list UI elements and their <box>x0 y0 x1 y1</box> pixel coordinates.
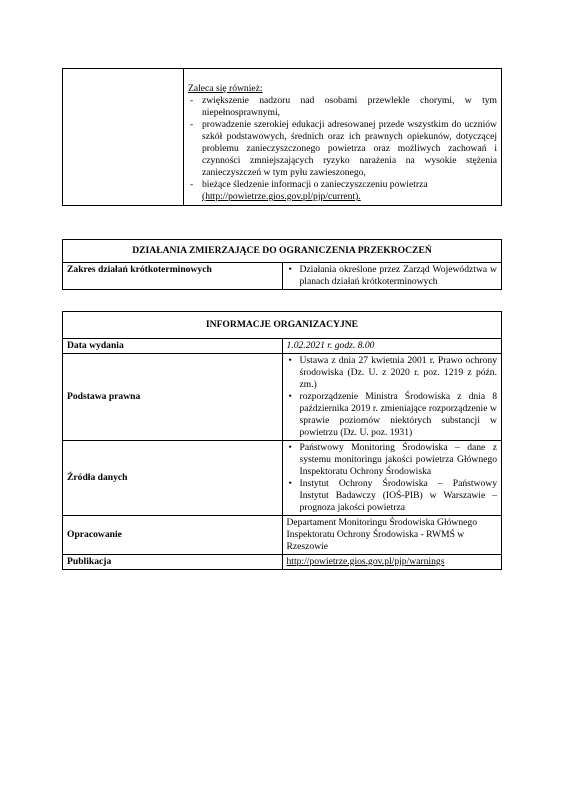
actions-value: • Działania określone przez Zarząd Województwa w planach działań krótkoterminowych <box>287 264 498 288</box>
prepared-label: Opracowanie <box>63 515 283 554</box>
actions-label: Zakres działań krótkoterminowych <box>63 262 283 289</box>
recommendations-heading: Zaleca się również: <box>188 83 263 94</box>
recommendation-item: - prowadzenie szerokiej edukacji adresowanej przede wszystkim do uczniów szkół podstawowych, średnich oraz ich prawnych opiekunów, dotyczącej problemu zanieczyszczonego powietrza oraz możliwych zachowań i czynności zmniejszających ryzyko narażenia na wysokie stężenia zanieczyszczeń w tym pyłu zawieszonego, <box>188 119 497 179</box>
actions-table <box>62 239 502 290</box>
publication-link[interactable]: http://powietrze.gios.gov.pl/pjp/warnings <box>282 554 502 569</box>
actions-value-cell <box>282 262 502 289</box>
recommendations-table <box>62 68 502 206</box>
info-header: INFORMACJE ORGANIZACYJNE <box>63 312 502 339</box>
recommendation-item: - zwiększenie nadzoru nad osobami przewlekle chorymi, w tym niepełnosprawnymi, <box>188 95 497 119</box>
recommendation-item: - bieżące śledzenie informacji o zanieczyszczeniu powietrza (http://powietrze.gios.gov.pl/pjp/current). <box>188 179 497 203</box>
source-item: • Instytut Ochrony Środowiska – Państwowy Instytut Badawczy (IOŚ-PIB) w Warszawie – prognoza jakości powietrza <box>287 478 498 514</box>
legal-item: • Ustawa z dnia 27 kwietnia 2001 r. Prawo ochrony środowiska (Dz. U. z 2020 r. poz. 1219 z późn. zm.) <box>287 355 498 391</box>
date-label: Data wydania <box>63 338 283 353</box>
publication-label: Publikacja <box>63 554 283 569</box>
source-item: • Państwowy Monitoring Środowiska – dane z systemu monitoringu jakości powietrza Głównego Inspektoratu Ochrony Środowiska <box>287 442 498 478</box>
prepared-value: Departament Monitoringu Środowiska Głównego Inspektoratu Ochrony Środowiska - RWMŚ w Rzeszowie <box>282 515 502 554</box>
legal-label: Podstawa prawna <box>63 353 283 440</box>
sources-label: Źródła danych <box>63 440 283 515</box>
sources-value-cell <box>282 440 502 515</box>
date-value: 1.02.2021 r. godz. 8.00 <box>282 338 502 353</box>
recommendations-content-cell <box>184 69 502 206</box>
actions-header: DZIAŁANIA ZMIERZAJĄCE DO OGRANICZENIA PRZEKROCZEŃ <box>63 240 502 263</box>
legal-value-cell <box>282 353 502 440</box>
legal-item: • rozporządzenie Ministra Środowiska z dnia 8 października 2019 r. zmieniające rozporządzenie w sprawie poziomów niektórych substancji w powietrzu (Dz. U. poz. 1931) <box>287 391 498 439</box>
recommendations-label-cell <box>63 69 184 206</box>
info-table <box>62 311 502 570</box>
current-link[interactable]: (http://powietrze.gios.gov.pl/pjp/current). <box>202 190 361 202</box>
